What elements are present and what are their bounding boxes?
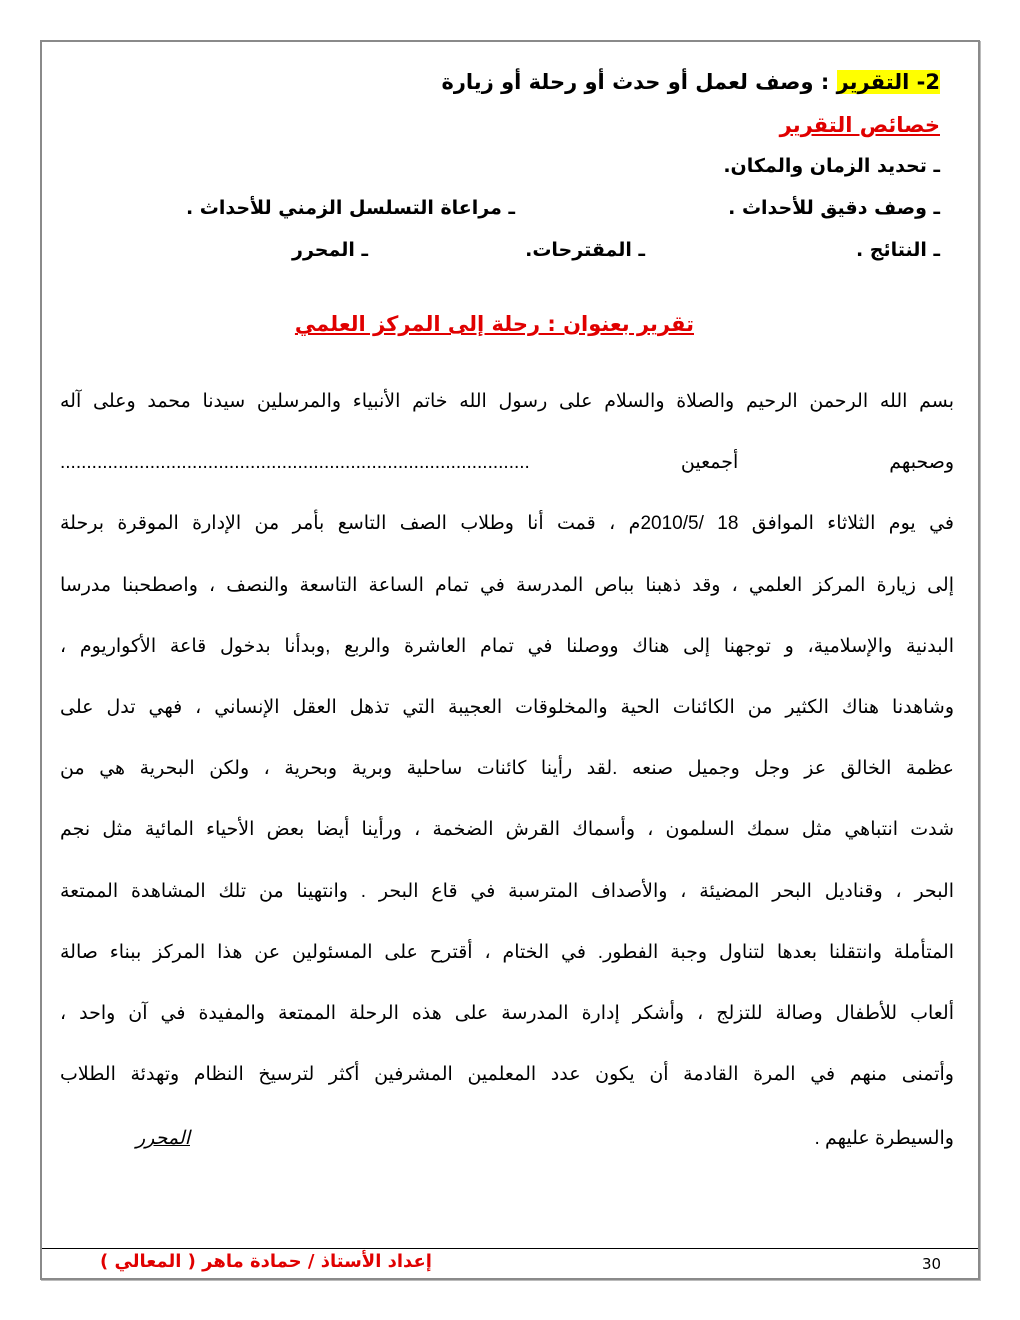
footer-divider (42, 1248, 978, 1249)
section-heading (441, 70, 940, 94)
body-line: عظمة الخالق عز وجل وجميل صنعه .لقد رأينا كائنات ساحلية وبرية وبحرية ، ولكن البحرية هي من (60, 758, 954, 780)
feature-item: ـ تحديد الزمان والمكان. (723, 155, 940, 177)
body-line: البحر ، وقناديل البحر المضيئة ، والأصداف المترسبة في قاع البحر . وانتهينا من تلك المشاهدة الممتعة (60, 880, 954, 902)
body-line: شدت انتباهي مثل سمك السلمون ، وأسماك القرش الضخمة ، ورأينا أيضا بعض الأحياء المائية مثل نجم (60, 819, 954, 841)
report-title: تقرير بعنوان : رحلة إلى المركز العلمي (294, 312, 694, 336)
footer-author: إعداد الأستاذ / حمادة ماهر ( المعالي ) (100, 1251, 432, 1272)
signature: المحرر (136, 1128, 190, 1149)
heading-text: : وصف لعمل أو حدث أو رحلة أو زيارة (441, 70, 837, 94)
features-title: خصائص التقرير (779, 113, 940, 137)
report-last-line: والسيطرة عليهم . (814, 1128, 954, 1149)
body-line: إلى زيارة المركز العلمي ، وقد ذهبنا بباص المدرسة في تمام الساعة التاسعة والنصف ، واصطحبنا مدرسا (60, 574, 954, 596)
feature-item: ـ النتائج . (855, 239, 940, 261)
body-line: بسم الله الرحمن الرحيم والصلاة والسلام على رسول الله خاتم الأنبياء والمرسلين سيدنا محمد وعلى آله (60, 391, 954, 412)
body-line: وأتمنى منهم في المرة القادمة أن يكون عدد المعلمين المشرفين أكثر لترسيخ النظام وتهدئة الطلاب (60, 1064, 954, 1086)
body-line: البدنية والإسلامية، و توجهنا إلى هناك ووصلنا في تمام العاشرة والربع ,وبدأنا بدخول قاعة الأكواريوم ، (60, 635, 954, 657)
body-line: في يوم الثلاثاء الموافق 18 /2010/5م ، قمت أنا وطلاب الصف التاسع بأمر من الإدارة الموقرة برحلة (60, 513, 954, 535)
body-line: وشاهدنا هناك الكثير من الكائنات الحية والمخلوقات العجيبة التي تذهل العقل الإنساني ، فهي تدل على (60, 697, 954, 718)
page-number: 30 (922, 1255, 942, 1273)
feature-item: ـ المقترحات. (525, 239, 645, 261)
body-line: ألعاب للأطفال وصالة للتزلج ، وأشكر إدارة المدرسة على هذه الرحلة الممتعة والمفيدة في آن واحد ، (60, 1003, 954, 1024)
body-line: المتأملة وانتقلنا بعدها لتناول وجبة الفطور. في الختام ، أقترح على المسئولين عن هذا المركز ببناء صالة (60, 941, 954, 963)
feature-item: ـ المحرر (292, 239, 368, 261)
body-line: وصحبهم أجمعين ......................................................................................... (60, 452, 954, 474)
page-frame (40, 40, 980, 1280)
heading-highlight: 2- التقرير (836, 70, 940, 94)
feature-item: ـ مراعاة التسلسل الزمني للأحداث . (185, 197, 515, 219)
feature-item: ـ وصف دقيق للأحداث . (728, 197, 940, 219)
